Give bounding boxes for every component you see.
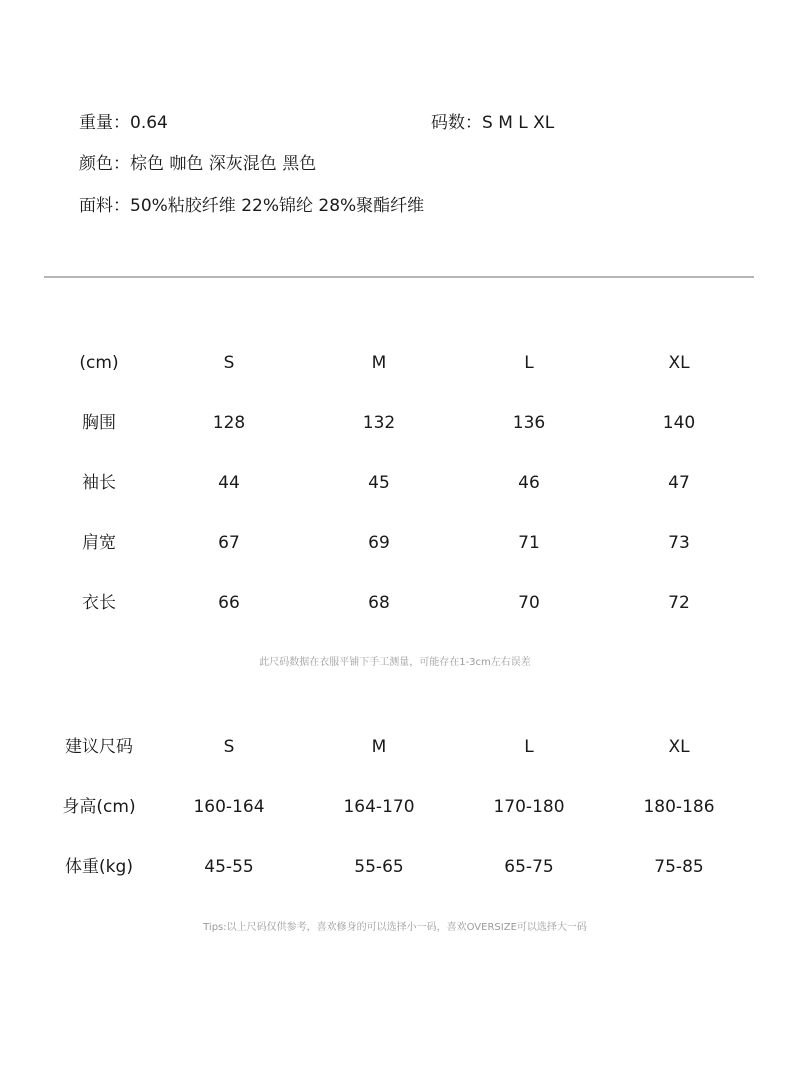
- chest-l: 136: [512, 413, 546, 433]
- weight-m: 55-65: [354, 857, 404, 877]
- sleeve-m: 45: [368, 473, 390, 493]
- header-size-s: S: [223, 353, 235, 373]
- sleeve-l: 46: [518, 473, 540, 493]
- colors-info: 颜色：棕色 咖色 深灰混色 黑色: [79, 154, 317, 174]
- header-recommended-size: 建议尺码: [65, 737, 133, 757]
- chest-m: 132: [362, 413, 396, 433]
- recommend-size-s: S: [223, 737, 235, 757]
- fabric-info: 面料：50%粘胶纤维 22%锦纶 28%聚酯纤维: [79, 196, 425, 216]
- recommend-size-xl: XL: [668, 737, 690, 757]
- header-size-m: M: [371, 353, 387, 373]
- chest-s: 128: [212, 413, 246, 433]
- height-m: 164-170: [343, 797, 415, 817]
- row-label-height: 身高(cm): [62, 797, 136, 817]
- weight-l: 65-75: [504, 857, 554, 877]
- length-l: 70: [518, 593, 540, 613]
- sleeve-s: 44: [218, 473, 240, 493]
- chest-xl: 140: [662, 413, 696, 433]
- recommend-size-l: L: [524, 737, 534, 757]
- weight-info: 重量：0.64: [79, 113, 168, 133]
- sleeve-xl: 47: [668, 473, 690, 493]
- shoulder-l: 71: [518, 533, 540, 553]
- section-divider: [44, 276, 754, 278]
- row-label-sleeve: 袖长: [82, 473, 116, 493]
- row-label-length: 衣长: [82, 593, 116, 613]
- header-unit: (cm): [79, 353, 119, 373]
- tips-note: Tips:以上尺码仅供参考，喜欢修身的可以选择小一码，喜欢OVERSIZE可以选择大一码: [203, 922, 587, 933]
- weight-xl: 75-85: [654, 857, 704, 877]
- row-label-chest: 胸围: [82, 413, 116, 433]
- length-s: 66: [218, 593, 240, 613]
- recommend-size-m: M: [371, 737, 387, 757]
- length-xl: 72: [668, 593, 690, 613]
- measurement-note: 此尺码数据在衣服平铺下手工测量，可能存在1-3cm左右误差: [259, 657, 531, 668]
- header-size-xl: XL: [668, 353, 690, 373]
- height-s: 160-164: [193, 797, 265, 817]
- shoulder-xl: 73: [668, 533, 690, 553]
- row-label-shoulder: 肩宽: [82, 533, 116, 553]
- row-label-weight: 体重(kg): [65, 857, 133, 877]
- shoulder-s: 67: [218, 533, 240, 553]
- weight-s: 45-55: [204, 857, 254, 877]
- shoulder-m: 69: [368, 533, 390, 553]
- sizes-info: 码数：S M L XL: [431, 113, 555, 133]
- height-xl: 180-186: [643, 797, 715, 817]
- length-m: 68: [368, 593, 390, 613]
- header-size-l: L: [524, 353, 534, 373]
- height-l: 170-180: [493, 797, 565, 817]
